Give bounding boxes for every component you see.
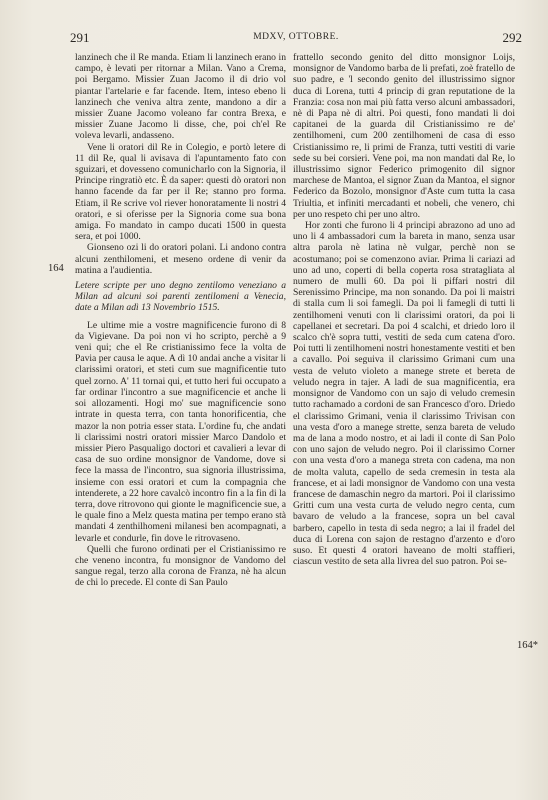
- paragraph: frattello secondo genito del ditto monsignor Loijs, monsignor de Vandomo barba de li prefati, zoè fratello de suo padre, e 'l secondo genito del illustrissimo signor duca di Lorena, tutti 4 princip di gran reputatione de la Franzia: cosa non mai più fatta verso alcuni ambassadori, nè di Papa nè di altri. Poi questi, fono mandati li doi capitanei de la guarda dil Cristianissimo re de' zentilhomeni, cum 200 zentilhomeni de casa di esso Cristianissimo re, li primi de Franza, tutti vestiti di varie sede su bei corsieri. Vene poi, ma non mandati dal Re, lo illustrissimo signor Federico primogenito dil signor marchese de Mantoa, el signor Zuan da Mantoa, el signor Federico da Bozolo, monsignor d'Aste cum tutta la casa Triultia, et infiniti mercadanti et nobeli, che venero, chi per uno respeto chi per uno altro.: [293, 52, 515, 220]
- paragraph: lanzinech che il Re manda. Etiam li lanzinech erano in campo, è levati per ritornar a Milan. Vano a Crema, poi Bergamo. Missier Zuan Jacomo il di drio vol piantar l'artelarie e far facende. Item, inteso ebeno li lanzinech che veniva altra zente, mandono a dir a missier Zuane Jacomo voleano far contra Brexa, e missier Zuane Jacomo li disse, che, poi ch'el Re voleva levarli, andasseno.: [75, 52, 286, 142]
- margin-marker-right: 164*: [517, 640, 538, 651]
- page-number-left: 291: [70, 30, 90, 45]
- paragraph: Vene li oratori dil Re in Colegio, e portò letere di 11 dil Re, qual li avisava di l'apuntamento fato con sguizari, et dovesseno comunicharlo con la Signoria, il Principe ringratiò etc. È da saper: questi dò oratori non hanno facende da far per il Re; stanno pro forma. Etiam, il Re scrive vol riever honoratamente li nostri 4 oratori, e si oferisse per la Signoria come sua bona amiga. Fo mandato in campo ducati 1500 in questa sera, et poi 1000.: [75, 141, 286, 243]
- paragraph: Le ultime mie a vostre magnificencie furono di 8 da Vigievane. Da poi non vi ho scripto, perchè a 9 veni qui; che el Re cristianissimo fece la volta de Pavia per causa le aque. A dì 10 andai anche a visitar li clarissimi oratori, et steti cum sue magnificentie tuto quel zorno. A' 11 tornai qui, et tutto heri fui occupato a far ordinar l'incontro a sue magnificencie et anche li soi allozamenti. Hogi mo' sue magnificencie sono intrate in questa terra, con tanta honorificentia, che mazor la non potria esser stata. L'ordine fu, che andati li clarissimi nostri oratori missier Marco Dandolo et missier Piero Pasqualigo doctori et cavalieri a levar di casa de suo ordine monsignor de Vandome, dove si fece la massa de l'incontro, sua signoria illustrissima, insieme con essi oratori et cum la compagnia che intenderete, a 22 hore cavalcò incontro fin a la fin di la terra, dove ritrovono qui gionte le magnificencie sue, a le quale fino a Melz questa matina per tempo erano stà mandati 4 zenthilhomeni milanesi ben acompagnati, a levarle et condurle, fin dove le ritrovaseno.: [75, 319, 286, 544]
- page-header: [70, 30, 522, 46]
- margin-marker-left: 164: [48, 263, 64, 274]
- left-column: [75, 52, 286, 589]
- page-number-right: 292: [502, 30, 522, 45]
- right-column: [293, 52, 515, 567]
- running-title: MDXV, OTTOBRE.: [253, 32, 339, 42]
- paragraph: Quelli che furono ordinati per el Cristianissimo re che veneno incontra, fu monsignor de Vandomo del sangue regal, terzo alla corona de Franza, nè ha alcun de chi lo precede. El conte di San Paulo: [75, 543, 286, 589]
- section-heading: Letere scripte per uno degno zentilomo veneziano a Milan ad alcuni soi parenti zentilomeni a Venecia, date a Milan adì 13 Novembrio 1515.: [75, 280, 286, 314]
- paragraph: Gionseno ozi li do oratori polani. Li andono contra alcuni zenthilomeni, et meseno ordene di venir da matina a l'audientia.: [75, 242, 286, 276]
- paragraph: Hor zonti che furono li 4 principi abrazono ad uno ad uno li 4 ambassadori cum la bareta in mano, senza usar altra parola nè latina nè vulgar, perchè non se acostumano; poi se comenzono aviar. Prima li cariazi ad uno ad uno, coperti di bella coperta rosa stratagliata al numero de mulli 60. Da poi li piffari nostri dil Serenissimo Principe, ma non sonando. Da poi li maistri di stalla cum li soi famegli. Da poi li famegli di tutti li zentilhomeni venuti con li clarissimi oratori, da poi li capellanei et secretari. Da poi 4 scalchi, et driedo loro il scalco ch'è sopra tutti, vestiti de seda cum catena d'oro. Poi tutti li zentilhomeni nostri honestamente vestiti et ben a cavallo. Poi seguiva il clarissimo Grimani cum una vesta de veluto violeto a manege strete et bereta de veludo negra in tajer. A ladi de sua magnificentia, era monsignor de Vandomo con un sajo di veludo cremesin tutto rachamado a cordoni de san Francesco d'oro. Driedo el clarissimo Grimani, venia il clarissimo Trivisan con una vesta d'oro a manege strette, senza bareta de veludo ma de lana a modo nostro, et ai ladi il conte di San Polo con uno sajon de veludo negro. Poi il clarissimo Corner con una vesta d'oro a manega streta con cadena, ma non de molta valuta, capello de seda cremesin in testa ala francese, et ai ladi monsignor de Vandomo con una vesta francese de damaschin negro da martori. Poi il clarissimo Gritti cum una vesta curta de veludo negro centa, cum bavaro de veludo a la francese, sopra un bel caval barbero, capello in testa di seda negro; a lai il fradel del duca di Lorena con sajon de restagno d'arzento e d'oro suso. Et questi 4 oratori haveano de molti staffieri, ciascun vestito de seta alla livrea del suo patron. Poi se-: [293, 220, 515, 568]
